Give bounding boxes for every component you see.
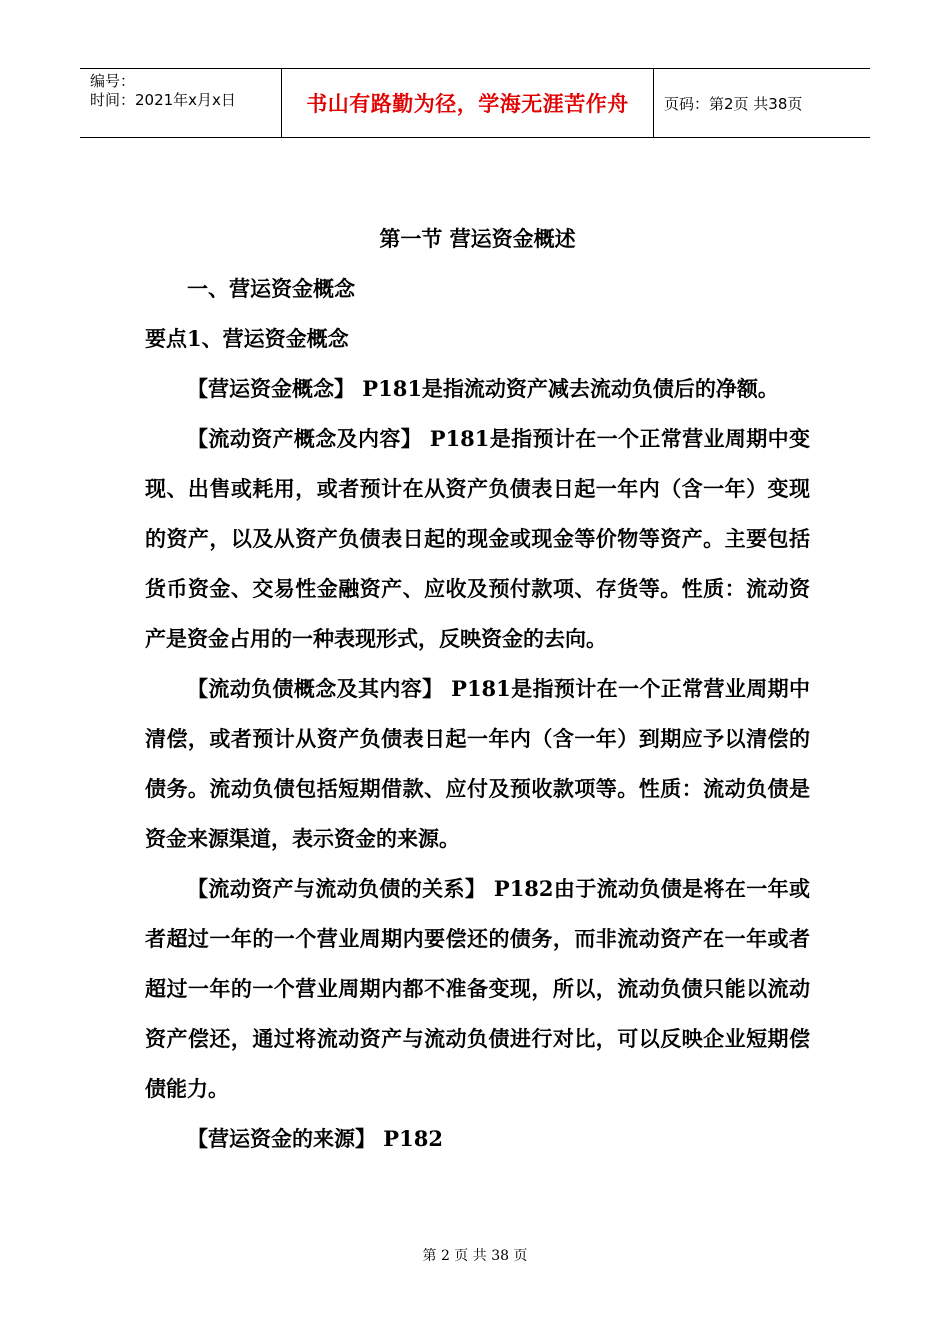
header-page-info <box>654 69 870 137</box>
number-label: 编号： <box>90 72 136 90</box>
paragraph-relationship: 【流动资产与流动负债的关系】 P182由于流动负债是将在一年或者超过一年的一个营业周期内要偿还的债务，而非流动资产在一年或者超过一年的一个营业周期内都不准备变现，所以，流动负债只能以流动资产偿还，通过将流动资产与流动负债进行对比，可以反映企业短期偿债能力。 <box>145 876 810 1101</box>
paragraph-current-assets: 【流动资产概念及内容】 P181是指预计在一个正常营业周期中变现、出售或耗用，或者预计在从资产负债表日起一年内（含一年）变现的资产，以及从资产负债表日起的现金或现金等价物等资产。主要包括货币资金、交易性金融资产、应收及预付款项、存货等。性质：流动资产是资金占用的一种表现形式，反映资金的去向。 <box>145 426 810 651</box>
time-label: 时间：2021年x月x日 <box>90 91 236 109</box>
header-motto-cell <box>282 69 654 137</box>
page-header <box>80 68 870 138</box>
key-point-heading: 要点1、营运资金概念 <box>145 326 349 351</box>
document-body <box>145 214 810 1164</box>
subsection-heading: 一、营运资金概念 <box>187 276 355 301</box>
paragraph-current-liabilities: 【流动负债概念及其内容】 P181是指预计在一个正常营业周期中清偿，或者预计从资产负债表日起一年内（含一年）到期应予以清偿的债务。流动负债包括短期借款、应付及预收款项等。性质：流动负债是资金来源渠道，表示资金的来源。 <box>145 676 810 851</box>
section-title: 第一节 营运资金概述 <box>379 226 576 251</box>
paragraph-working-capital: 【营运资金概念】 P181是指流动资产减去流动负债后的净额。 <box>187 376 779 401</box>
footer-page-number: 第 2 页 共 38 页 <box>422 1248 528 1264</box>
paragraph-sources: 【营运资金的来源】 P182 <box>187 1126 443 1151</box>
motto-text: 书山有路勤为径，学海无涯苦作舟 <box>306 92 629 116</box>
page-info-text: 页码：第2页 共38页 <box>664 94 803 113</box>
page-footer <box>0 1245 950 1265</box>
header-meta <box>80 69 282 137</box>
